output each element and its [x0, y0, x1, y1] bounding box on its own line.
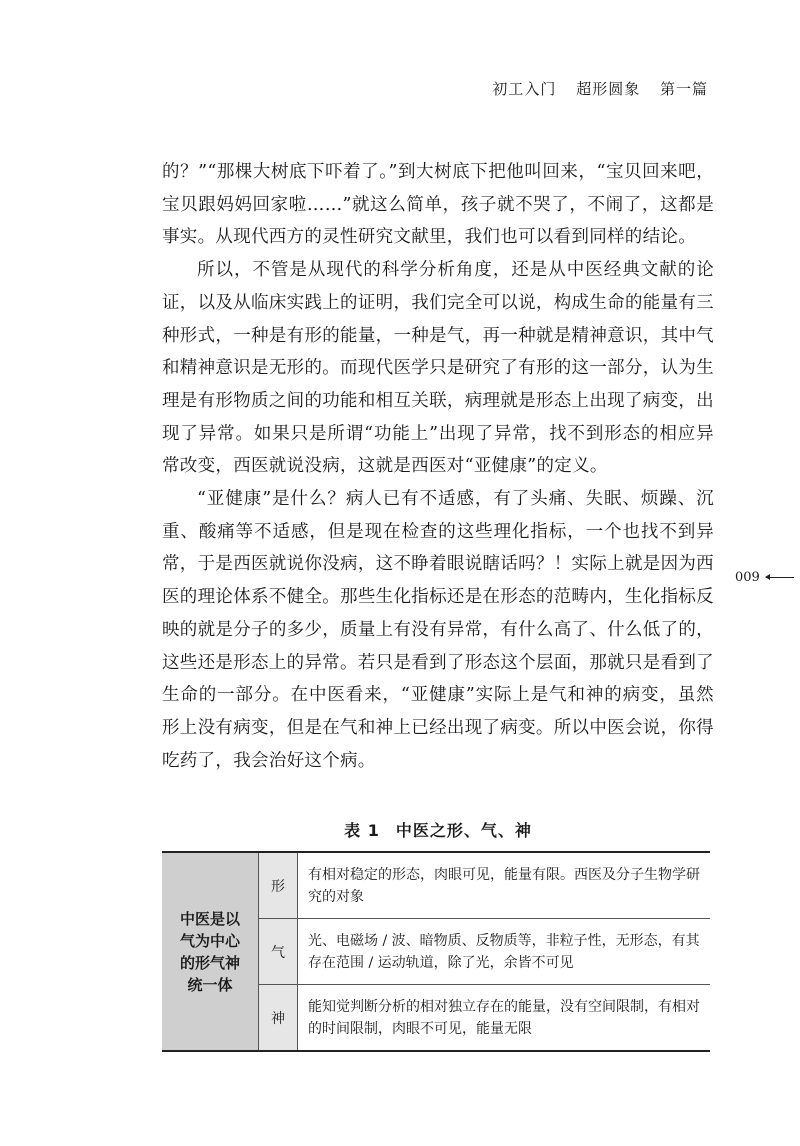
table-caption: [162, 818, 714, 841]
page-number-text: 009: [735, 570, 760, 585]
part-title: 第一篇: [659, 80, 708, 98]
table-row: [162, 852, 710, 919]
table-desc-cell: 有相对稳定的形态，肉眼可见，能量有限。西医及分子生物学研究的对象: [298, 852, 711, 919]
page-marker-arrow-icon: [766, 577, 794, 578]
group-label-line: 气为中心: [179, 931, 240, 950]
table-key-cell: 神: [259, 985, 298, 1052]
group-label-line: 中医是以: [179, 909, 240, 928]
table-desc-cell: 光、电磁场 / 波、暗物质、反物质等，非粒子性，无形态，有其存在范围 / 运动轨道，除了光，余皆不可见: [298, 919, 711, 985]
paragraph-2: 所以，不管是从现代的科学分析角度，还是从中医经典文献的论证，以及从临床实践上的证明，我们完全可以说，构成生命的能量有三种形式，一种是有形的能量，一种是气，再一种就是精神意识，其中气和精神意识是无形的。而现代医学只是研究了有形的这一部分，认为生理是有形物质之间的功能和相互关联，病理就是形态上出现了病变，出现了异常。如果只是所谓“功能上”出现了异常，找不到形态的相应异常改变，西医就说没病，这就是西医对“亚健康”的定义。: [162, 260, 714, 477]
table-caption-title: 中医之形、气、神: [395, 821, 532, 840]
table-desc-cell: 能知觉判断分析的相对独立存在的能量，没有空间限制，有相对的时间限制，肉眼不可见，能量无限: [298, 985, 711, 1052]
paragraph-3: “亚健康”是什么？病人已有不适感，有了头痛、失眠、烦躁、沉重、酸痛等不适感，但是现在检查的这些理化指标，一个也找不到异常，于是西医就说你没病，这不睁着眼说瞎话吗？！实际上就是因为西医的理论体系不健全。那些生化指标还是在形态的范畴内，生化指标反映的就是分子的多少，质量上有没有异常，有什么高了、什么低了的，这些还是形态上的异常。若只是看到了形态这个层面，那就只是看到了生命的一部分。在中医看来，“亚健康”实际上是气和神的病变，虽然形上没有病变，但是在气和神上已经出现了病变。所以中医会说，你得吃药了，我会治好这个病。: [162, 489, 714, 771]
group-label-line: 统一体: [187, 975, 233, 994]
table-group-label: [162, 852, 259, 1051]
table-key-cell: 气: [259, 919, 298, 985]
table-caption-number: 表 1: [344, 821, 380, 840]
running-header: [478, 78, 708, 99]
section-title: 超形圆象: [576, 80, 641, 98]
body-text: [162, 156, 714, 777]
concept-table: [162, 851, 710, 1052]
book-title: 初工入门: [492, 80, 557, 98]
group-label-line: 的形气神: [179, 953, 240, 972]
table-key-cell: 形: [259, 852, 298, 919]
page-number: [735, 570, 794, 585]
paragraph-1: 的？”“那棵大树底下吓着了。”到大树底下把他叫回来，“宝贝回来吧，宝贝跟妈妈回家啦……”就这么简单，孩子就不哭了，不闹了，这都是事实。从现代西方的灵性研究文献里，我们也可以看到同样的结论。: [162, 162, 714, 248]
